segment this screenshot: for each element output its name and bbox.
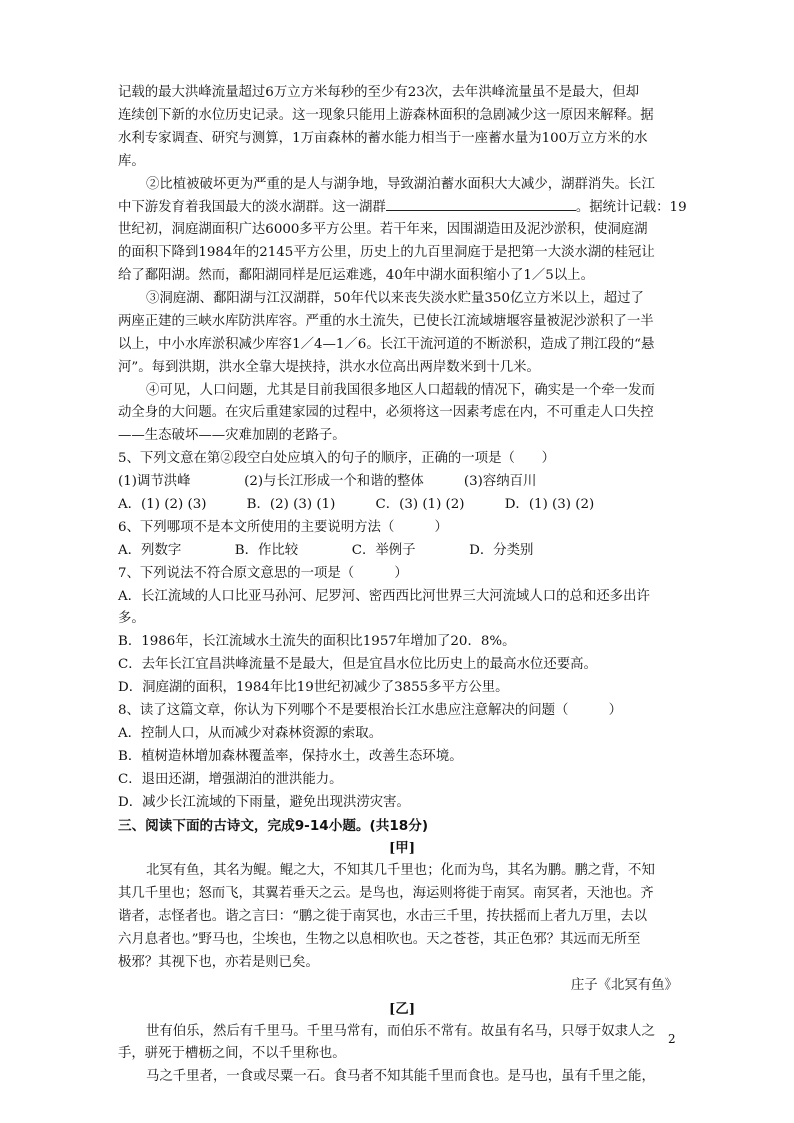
page-number: 2 — [668, 1032, 676, 1046]
section-heading: 三、阅读下面的古诗文，完成9-14小题。(共18分) — [118, 817, 429, 834]
text-line: 北冥有鱼，其名为鲲。鲲之大，不知其几千里也；化而为鸟，其名为鹏。鹏之背，不知 — [146, 863, 655, 879]
text-line: 动全身的大问题。在灾后重建家园的过程中，必须将这一因素考虑在内，不可重走人口失控 — [118, 405, 654, 421]
text-line: 世有伯乐，然后有千里马。千里马常有，而伯乐不常有。故虽有名马，只辱于奴隶人之 — [146, 1023, 655, 1039]
text-segment: 中下游发育着我国最大的淡水湖群。这一湖群 — [118, 200, 386, 216]
document-body — [118, 82, 686, 1089]
text-line: 河”。每到洪期，洪水全靠大堤挟持，洪水水位高出两岸数米到十几米。 — [118, 359, 540, 375]
text-line: ——生态破坏——灾难加剧的老路子。 — [118, 428, 346, 444]
question-stem: 6、下列哪项不是本文所使用的主要说明方法（ ） — [118, 519, 448, 535]
text-line: 两座正建的三峡水库防洪库容。严重的水土流失，已使长江流域塘堰容量被泥沙淤积了一半 — [118, 313, 654, 329]
option-a: A．长江流域的人口比亚马孙河、尼罗河、密西西比河世界三大河流域人口的总和还多出许 — [118, 588, 650, 604]
text-line: 记载的最大洪峰流量超过6万立方米每秒的至少有23次，去年洪峰流量虽不是最大，但却 — [118, 85, 640, 100]
option-c: C．退田还湖，增强湖泊的泄洪能力。 — [118, 771, 343, 787]
text-line: 世纪初，洞庭湖面积广达6000多平方公里。若干年来，因围湖造田及泥沙淤积，使洞庭湖 — [118, 222, 648, 238]
option-a: A．控制人口，从而减少对森林资源的索取。 — [118, 725, 383, 741]
text-line: 以上，中小水库淤积减少库容1／4—1／6。长江干流河道的不断淤积，造成了荆江段的“悬 — [118, 336, 655, 352]
passage-label-jia: [甲] — [388, 840, 416, 857]
text-line: 给了鄱阳湖。然而，鄱阳湖同样是厄运难逃，40年中湖水面积缩小了1／5以上。 — [118, 268, 594, 284]
text-line-with-blank — [118, 196, 686, 219]
passage-label-yi: [乙] — [388, 1000, 416, 1017]
text-line: 六月息者也。”野马也，尘埃也，生物之以息相吹也。天之苍苍，其正色邪？其远而无所至 — [118, 931, 641, 947]
option-d: D．减少长江流域的下雨量，避免出现洪涝灾害。 — [118, 794, 410, 810]
text-line: ②比植被破坏更为严重的是人与湖争地，导致湖泊蓄水面积大大减少，湖群消失。长江 — [146, 176, 655, 192]
text-line: 手，骈死于槽枥之间，不以千里称也。 — [118, 1046, 346, 1062]
text-line: 谐者，志怪者也。谐之言曰：“鹏之徙于南冥也，水击三千里，抟扶摇而上者九万里，去以 — [118, 909, 648, 925]
text-line: 连续创下新的水位历史记录。这一现象只能用上游森林面积的急剧减少这一原因来解释。据 — [118, 107, 654, 123]
question-stem: 8、读了这篇文章，你认为下列哪个不是要根治长江水患应注意解决的问题（ ） — [118, 703, 622, 719]
option-c: C．去年长江宜昌洪峰流量不是最大，但是宜昌水位比历史上的最高水位还要高。 — [118, 657, 597, 673]
option-b: B．植树造林增加森林覆盖率，保持水土，改善生态环境。 — [118, 748, 463, 764]
text-line: 其几千里也；怒而飞，其翼若垂天之云。是鸟也，海运则将徙于南冥。南冥者，天池也。齐 — [118, 886, 654, 902]
question-stem: 5、下列文意在第②段空白处应填入的句子的顺序，正确的一项是（ ） — [118, 451, 556, 467]
option-a-continued: 多。 — [118, 611, 145, 627]
text-line: 水利专家调查、研究与测算，1万亩森林的蓄水能力相当于一座蓄水量为100万立方米的水 — [118, 130, 648, 146]
question-options: A．(1) (2) (3) B．(2) (3) (1) C．(3) (1) (2) D．(1) (3) (2) — [118, 497, 595, 513]
question-items: (1)调节洪峰 (2)与长江形成一个和谐的整体 (3)容纳百川 — [118, 474, 537, 490]
text-segment: 。据统计记载：19 — [575, 200, 687, 216]
text-line: ③洞庭湖、鄱阳湖与江汉湖群，50年代以来丧失淡水贮量350亿立方米以上，超过了 — [146, 291, 644, 307]
question-stem: 7、下列说法不符合原文意思的一项是（ ） — [118, 565, 408, 581]
option-d: D．洞庭湖的面积，1984年比19世纪初减少了3855多平方公里。 — [118, 680, 509, 696]
text-line: ④可见，人口问题，尤其是目前我国很多地区人口超载的情况下，确实是一个牵一发而 — [146, 382, 655, 398]
option-b: B．1986年，长江流域水土流失的面积比1957年增加了20．8%。 — [118, 634, 516, 650]
text-line: 库。 — [118, 153, 145, 169]
text-line: 的面积下降到1984年的2145平方公里，历史上的九百里洞庭于是把第一大淡水湖的桂冠让 — [118, 245, 655, 261]
question-options: A．列数字 B．作比较 C．举例子 D．分类别 — [118, 542, 534, 558]
text-line: 马之千里者，一食或尽粟一石。食马者不知其能千里而食也。是马也，虽有千里之能， — [146, 1069, 655, 1085]
source-attribution: 庄子《北冥有鱼》 — [570, 977, 678, 993]
fill-in-blank[interactable] — [386, 196, 576, 211]
text-line: 极邪？其视下也，亦若是则已矣。 — [118, 954, 319, 970]
